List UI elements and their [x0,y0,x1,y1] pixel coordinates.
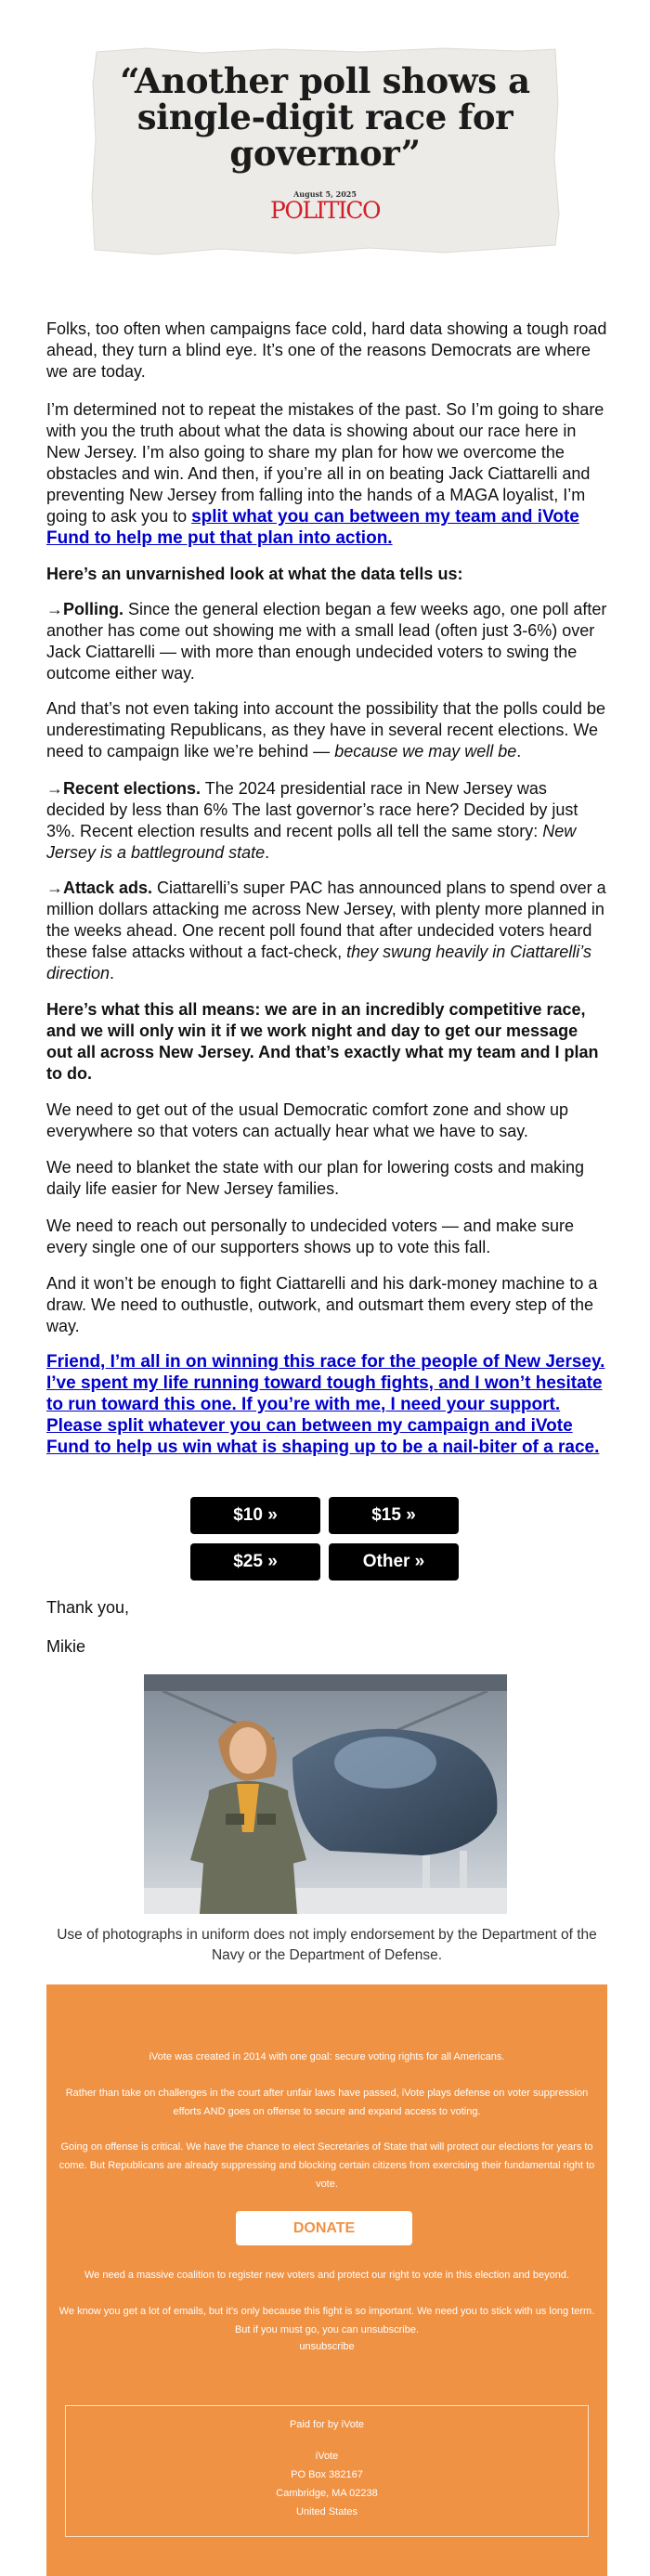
footer-mission: iVote was created in 2014 with one goal: secure voting rights for all Americans. [149,2051,505,2062]
city-line: Cambridge, MA 02238 [276,2488,378,2499]
ads-label: →Attack ads. [46,878,153,897]
elections-label: →Recent elections. [46,779,202,798]
polling-label: →Polling. [46,600,124,618]
paragraph-what-it-means: Here’s what this all means: we are in an incredibly competitive race, and we will only win it if we work night and day to get our message out all across New Jersey. And that’s exactly what my team and I plan to do. [46,1000,599,1083]
candidate-photo [144,1674,507,1914]
donate-25-button[interactable]: $25 » [190,1543,320,1581]
split-link-top[interactable]: split what you can between my team and iVote Fund to help me put that plan into action. [46,507,579,548]
politico-logo: POLITICO [270,197,380,224]
signature: Mikie [46,1637,86,1656]
paragraph-comfort-zone: We need to get out of the usual Democratic comfort zone and show up everywhere so that voters can actually hear what we have to say. [46,1100,568,1140]
footer-donate-button[interactable]: DONATE [236,2211,412,2245]
paragraph-polling: →Polling. Since the general election began a few weeks ago, one poll after another has come out showing me with a small lead (often just 3-6%) over Jack Ciattarelli — with more than enough undecided voters to swing the outcome either way. [46,600,607,683]
paragraph-attack-ads: →Attack ads. Ciattarelli’s super PAC has announced plans to spend over a million dollars attacking me across New Jersey, with plenty more planned in the weeks ahead. One recent poll found that after undecided voters heard these false attacks without a fact-check, they swung heavily in Ciattarelli’s direction. [46,878,606,982]
paragraph-data-heading: Here’s an unvarnished look at what the data tells us: [46,565,463,583]
footer-defense: Rather than take on challenges in the court after unfair laws have passed, iVote plays defense on voter suppression efforts AND goes on offense to secure and expand access to voting. [65,2088,589,2117]
headline-date: August 5, 2025 [293,189,357,199]
photo-disclaimer: Use of photographs in uniform does not imply endorsement by the Department of the Navy or the Department of Defense. [57,1927,597,1963]
org-name: iVote [315,2451,339,2462]
paragraph-reach-out: We need to reach out personally to undecided voters — and make sure every single one of our supporters shows up to vote this fall. [46,1216,575,1256]
headline-quote: “Another poll shows a single-digit race for governor” [120,60,530,174]
signoff: Thank you, [46,1598,130,1617]
footer-offense: Going on offense is critical. We have the chance to elect Secretaries of State that will protect our elections for years to come. But Republicans are already suppressing and blocking certain citizens from exercising their fundamental right to vote. [58,2141,595,2190]
paragraph-intro: Folks, too often when campaigns face cold, hard data showing a tough road ahead, they turn a blind eye. It’s one of the reasons Democrats are where we are today. [46,319,607,381]
split-link-cta[interactable]: Friend, I’m all in on winning this race for the people of New Jersey. I’ve spent my life running toward tough fights, and I won’t hesitate to run toward this one. If you’re with me, I need your support. Please split whatever you can between my campaign and iVote Fund to help us win what is shaping up to be a nail-biter of a race. [46,1352,605,1457]
paragraph-blanket-state: We need to blanket the state with our plan for lowering costs and making daily life easier for New Jersey families. [46,1158,584,1198]
footer-emails: We know you get a lot of emails, but it’s only because this fight is so important. We need you to stick with us long term. But if you must go, you can unsubscribe. [58,2306,595,2335]
paid-for-box [65,2405,589,2537]
donate-other-button[interactable]: Other » [329,1543,459,1581]
paragraph-recent-elections: →Recent elections. The 2024 presidential race in New Jersey was decided by less than 6% The last governor’s race here? Decided by just 3%. Recent election results and recent polls all tell the same story: New Jersey is a battleground state. [46,779,578,862]
donate-15-button[interactable]: $15 » [329,1497,459,1534]
paragraph-underestimate: And that’s not even taking into account the possibility that the polls could be underestimating Republicans, as they have in several recent elections. We need to campaign like we’re behind — because we may well be. [46,699,606,761]
paid-for-label: Paid for by iVote [289,2419,365,2430]
country-line: United States [295,2506,358,2517]
paragraph-cta [46,1351,607,1458]
footer-coalition: We need a massive coalition to register new voters and protect our right to vote in this election and beyond. [84,2270,569,2281]
donate-10-button[interactable]: $10 » [190,1497,320,1534]
paragraph-outhustle: And it won’t be enough to fight Ciattarelli and his dark-money machine to a draw. We need to outhustle, outwork, and outsmart them every step of the way. [46,1274,598,1335]
po-box: PO Box 382167 [291,2469,363,2480]
unsubscribe-link[interactable]: unsubscribe [299,2341,355,2352]
paragraph-determined: I’m determined not to repeat the mistakes of the past. So I’m going to share with you the truth about what the data is showing about our race here in New Jersey. I’m also going to share my plan for how we overcome the obstacles and win. And then, if you’re all in on beating Jack Ciattarelli and preventing New Jersey from falling into the hands of a MAGA loyalist, I’m going to ask you to split what you can between my team and iVote Fund to help me put that plan into action. [46,400,604,548]
headline-card [91,46,560,256]
